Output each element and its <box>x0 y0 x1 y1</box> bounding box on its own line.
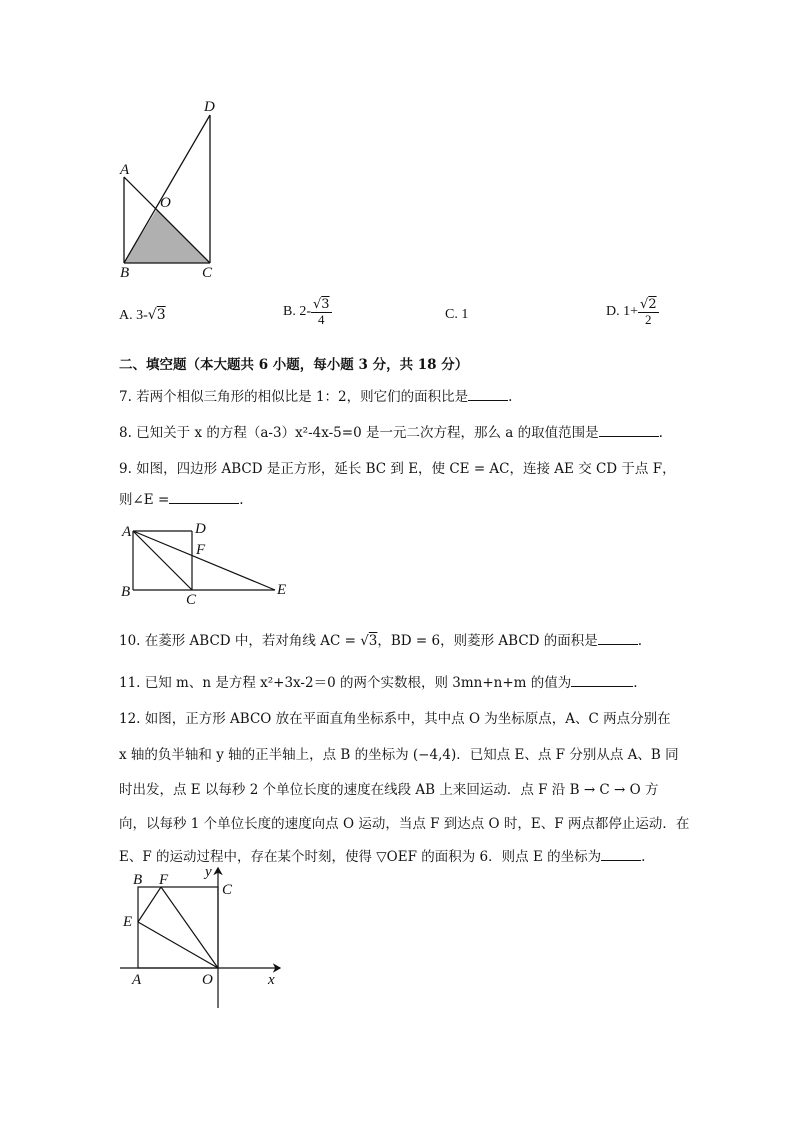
label-E: E <box>277 582 287 598</box>
question-12-line-1: 12. 如图，正方形 ABCO 放在平面直角坐标系中，其中点 O 为坐标原点，A、C 两点分别在 <box>119 711 671 727</box>
label-C: C <box>186 592 197 608</box>
shaded-triangle-boc <box>124 209 210 263</box>
square-abco <box>138 887 218 968</box>
label-D: D <box>195 521 206 537</box>
question-12-line-4: 向，以每秒 1 个单位长度的速度向点 O 运动，当点 F 到达点 O 时，E、F 两点都停止运动．在 <box>119 816 690 832</box>
option-c: C. 1 <box>445 307 469 322</box>
question-9-line-1: 9. 如图，四边形 ABCD 是正方形，延长 BC 到 E，使 CE = AC，连接 AE 交 CD 于点 F， <box>119 461 676 477</box>
segment-ac <box>133 531 192 590</box>
segment-ef <box>138 887 161 922</box>
question-12-line-5: E、F 的运动过程中，存在某个时刻，使得 ▽OEF 的面积为 6．则点 E 的坐标为 . <box>119 849 646 865</box>
section-2-heading: 二、填空题（本大题共 6 小题，每小题 3 分，共 18 分） <box>119 357 469 373</box>
label-A: A <box>132 972 142 988</box>
label-C: C <box>222 882 233 898</box>
label-B: B <box>133 872 143 888</box>
question-10: 10. 在菱形 ABCD 中，若对角线 AC = √3，BD = 6，则菱形 ABCD 的面积是 . <box>119 633 643 649</box>
segment-ae <box>133 531 275 590</box>
question-12-line-3: 时出发，点 E 以每秒 2 个单位长度的速度在线段 AB 上来回运动．点 F 沿 B → C → O 方 <box>119 782 659 798</box>
label-B: B <box>120 265 130 281</box>
option-b: B. 2- $\frac{√3}{4}$ <box>283 297 330 327</box>
question-9-line-2: 则∠E = . <box>119 492 244 508</box>
label-D: D <box>204 99 215 115</box>
question-8: 8. 已知关于 x 的方程（a-3）x²-4x-5=0 是一元二次方程，那么 a 的取值范围是 . <box>119 425 663 441</box>
label-A: A <box>122 524 132 540</box>
label-E: E <box>123 914 133 930</box>
question-12-line-2: x 轴的负半轴和 y 轴的正半轴上，点 B 的坐标为 (−4,4)．已知点 E、点 F 分别从点 A、B 同 <box>119 747 679 763</box>
option-d: D. 1+ $\frac{√2}{2}$ <box>606 297 657 327</box>
segment-fo <box>161 887 218 968</box>
figure-2-diagram <box>115 518 300 608</box>
question-11: 11. 已知 m、n 是方程 x²+3x-2＝0 的两个实数根，则 3mn+n+m 的值为 . <box>119 675 638 691</box>
label-F: F <box>196 542 206 558</box>
label-F: F <box>159 872 169 888</box>
label-y: y <box>205 864 212 880</box>
figure-1-diagram <box>110 95 240 285</box>
option-a: A. 3-√3 <box>119 307 166 323</box>
figure-3-diagram <box>115 860 290 1010</box>
label-O: O <box>202 972 213 988</box>
label-O: O <box>160 195 171 211</box>
label-x: x <box>268 972 275 988</box>
label-A: A <box>120 162 130 178</box>
label-B: B <box>121 584 131 600</box>
question-7: 7. 若两个相似三角形的相似比是 1：2，则它们的面积比是 . <box>119 389 513 405</box>
segment-eo <box>138 922 218 968</box>
label-C: C <box>202 265 213 281</box>
